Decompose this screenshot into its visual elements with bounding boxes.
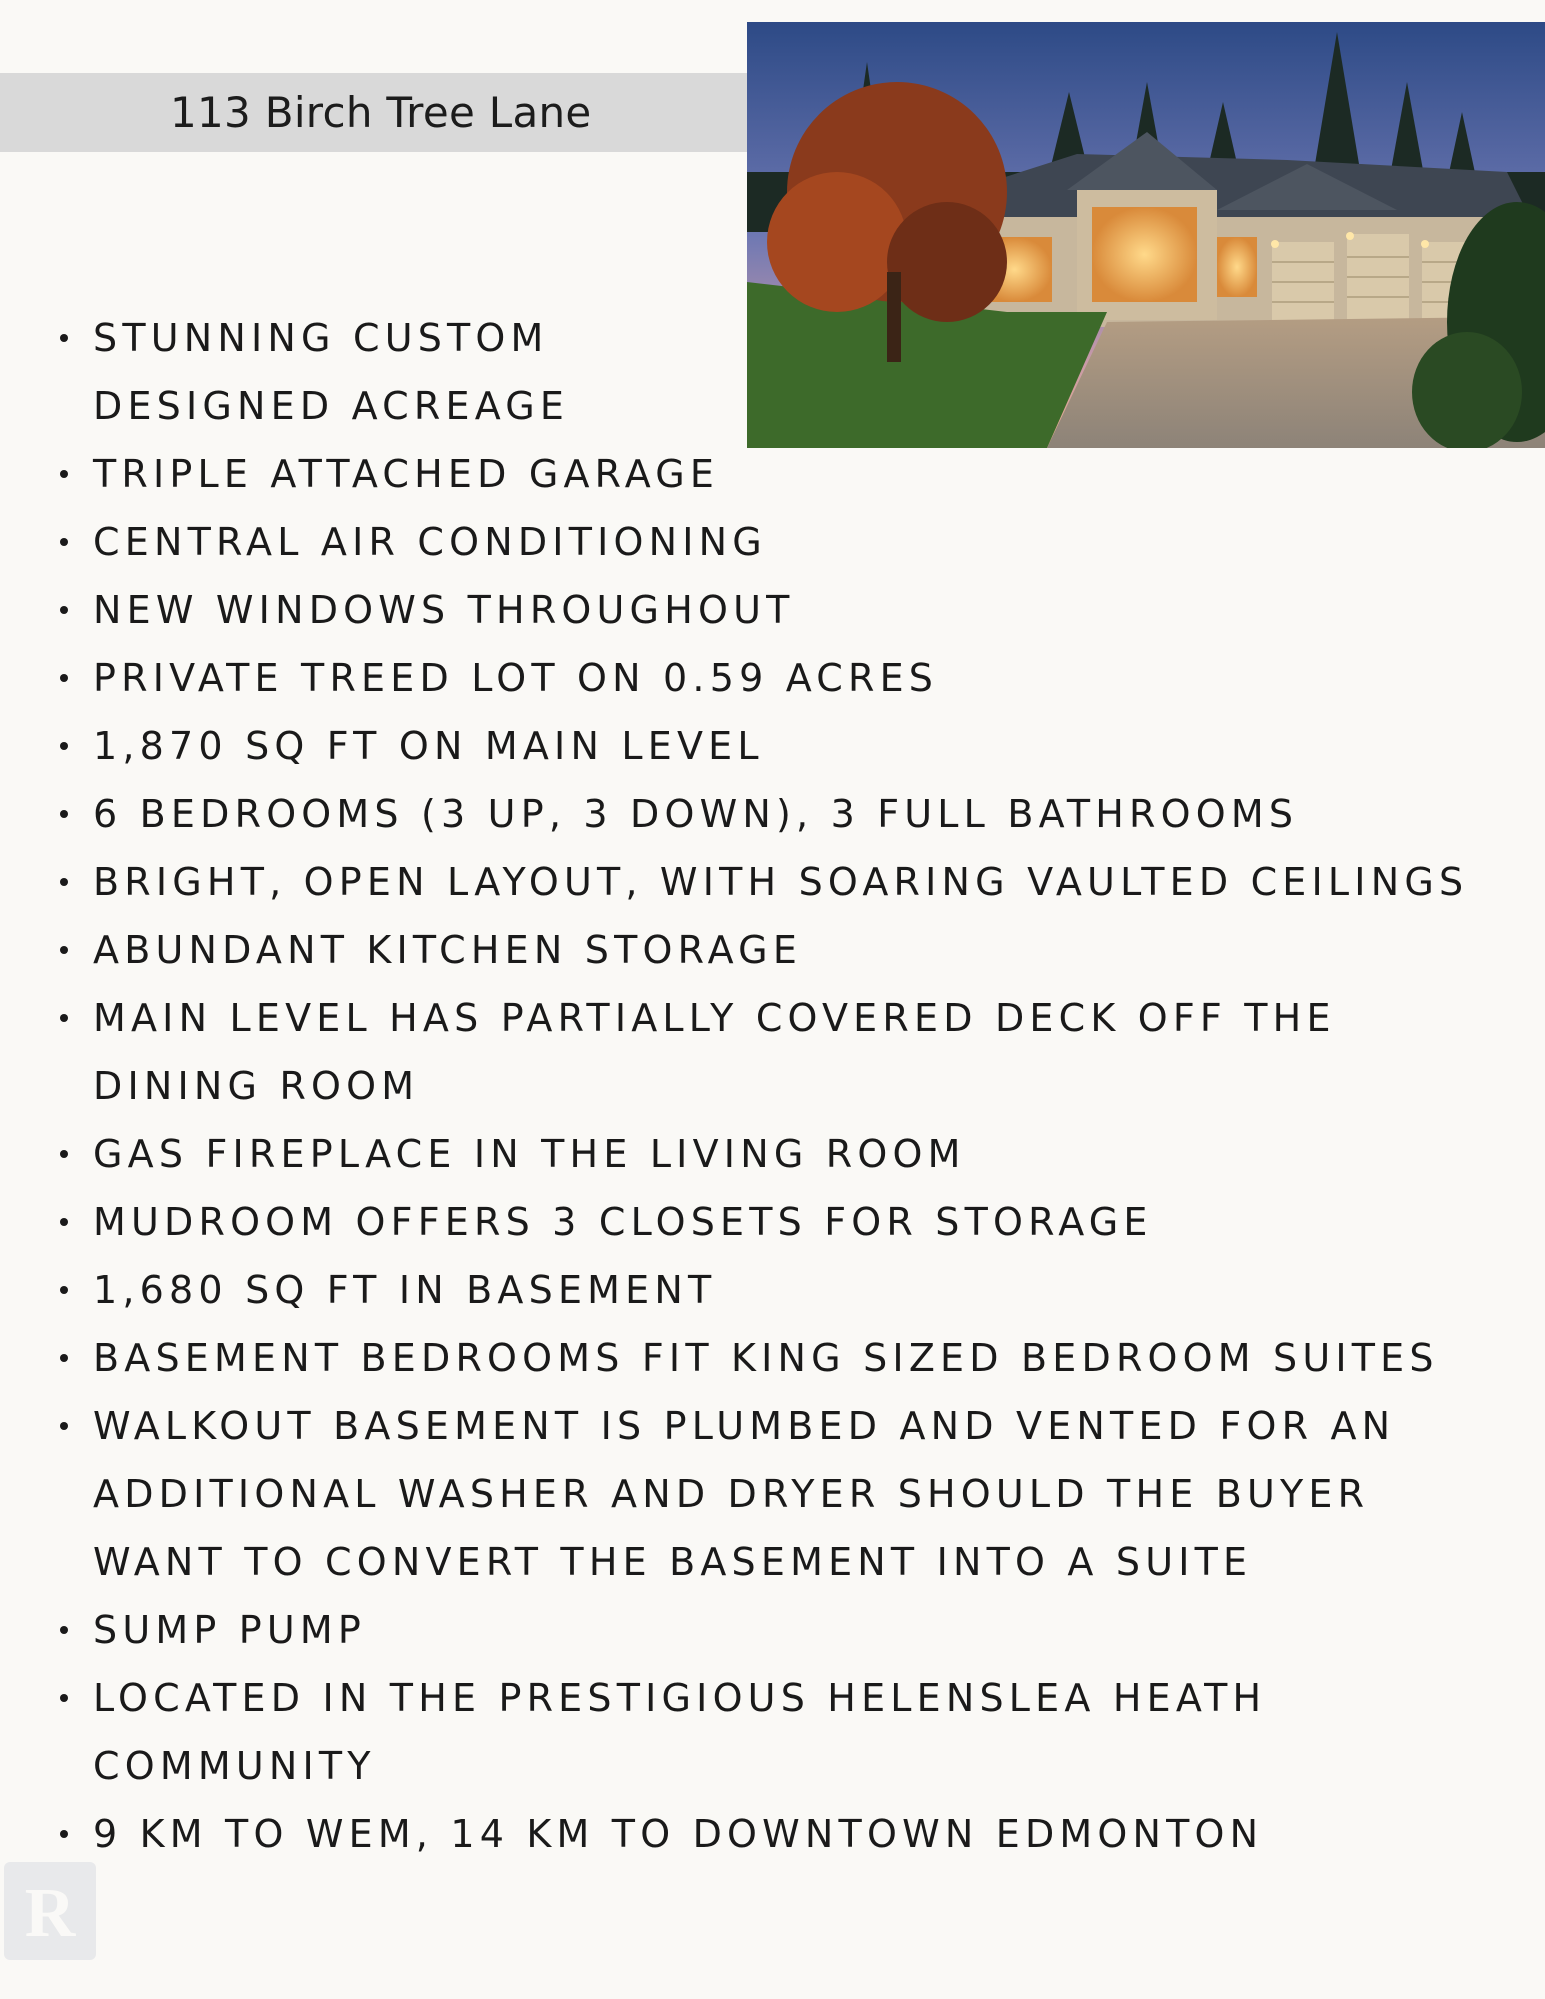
feature-line: DINING ROOM bbox=[93, 1064, 420, 1108]
feature-item bbox=[0, 1188, 1530, 1256]
feature-line: GAS FIREPLACE IN THE LIVING ROOM bbox=[93, 1132, 966, 1176]
bullet-icon bbox=[60, 470, 68, 478]
feature-line: LOCATED IN THE PRESTIGIOUS HELENSLEA HEATH bbox=[93, 1676, 1267, 1720]
bullet-icon bbox=[60, 538, 68, 546]
bullet-icon bbox=[60, 1354, 68, 1362]
feature-item bbox=[0, 984, 1530, 1120]
feature-item bbox=[0, 1256, 1530, 1324]
feature-item bbox=[0, 712, 1530, 780]
bullet-icon bbox=[60, 1218, 68, 1226]
feature-line: COMMUNITY bbox=[93, 1744, 376, 1788]
bullet-icon bbox=[60, 1422, 68, 1430]
feature-line: NEW WINDOWS THROUGHOUT bbox=[93, 588, 795, 632]
feature-item bbox=[0, 1664, 1530, 1800]
feature-line: DESIGNED ACREAGE bbox=[93, 384, 570, 428]
feature-line: MAIN LEVEL HAS PARTIALLY COVERED DECK OFF THE bbox=[93, 996, 1336, 1040]
page-title: 113 Birch Tree Lane bbox=[170, 88, 592, 137]
bullet-icon bbox=[60, 878, 68, 886]
bullet-icon bbox=[60, 1286, 68, 1294]
feature-item bbox=[0, 1392, 1530, 1596]
bullet-icon bbox=[60, 1014, 68, 1022]
feature-item bbox=[0, 1596, 1530, 1664]
feature-line: PRIVATE TREED LOT ON 0.59 ACRES bbox=[93, 656, 939, 700]
feature-item bbox=[0, 508, 1530, 576]
feature-line: BRIGHT, OPEN LAYOUT, WITH SOARING VAULTED CEILINGS bbox=[93, 860, 1469, 904]
feature-line: 1,680 SQ FT IN BASEMENT bbox=[93, 1268, 717, 1312]
feature-line: SUMP PUMP bbox=[93, 1608, 366, 1652]
feature-line: MUDROOM OFFERS 3 CLOSETS FOR STORAGE bbox=[93, 1200, 1153, 1244]
svg-text:R: R bbox=[24, 1875, 76, 1952]
feature-line: ABUNDANT KITCHEN STORAGE bbox=[93, 928, 803, 972]
bullet-icon bbox=[60, 1830, 68, 1838]
feature-item bbox=[0, 1324, 1530, 1392]
feature-item bbox=[0, 644, 1530, 712]
feature-line: STUNNING CUSTOM bbox=[93, 316, 549, 360]
bullet-icon bbox=[60, 742, 68, 750]
feature-line: WANT TO CONVERT THE BASEMENT INTO A SUITE bbox=[93, 1540, 1253, 1584]
bullet-icon bbox=[60, 674, 68, 682]
feature-item bbox=[0, 304, 1530, 440]
bullet-icon bbox=[60, 1694, 68, 1702]
realtor-logo-icon bbox=[0, 1858, 100, 1964]
feature-item bbox=[0, 1120, 1530, 1188]
feature-item bbox=[0, 916, 1530, 984]
feature-item bbox=[0, 576, 1530, 644]
feature-line: ADDITIONAL WASHER AND DRYER SHOULD THE BUYER bbox=[93, 1472, 1370, 1516]
feature-line: WALKOUT BASEMENT IS PLUMBED AND VENTED FOR AN bbox=[93, 1404, 1396, 1448]
bullet-icon bbox=[60, 1150, 68, 1158]
feature-item bbox=[0, 440, 1530, 508]
feature-item bbox=[0, 1800, 1530, 1868]
feature-line: 1,870 SQ FT ON MAIN LEVEL bbox=[93, 724, 764, 768]
bullet-icon bbox=[60, 1626, 68, 1634]
bullet-icon bbox=[60, 946, 68, 954]
feature-line: 6 BEDROOMS (3 UP, 3 DOWN), 3 FULL BATHROOMS bbox=[93, 792, 1299, 836]
feature-line: 9 KM TO WEM, 14 KM TO DOWNTOWN EDMONTON bbox=[93, 1812, 1264, 1856]
bullet-icon bbox=[60, 810, 68, 818]
feature-line: CENTRAL AIR CONDITIONING bbox=[93, 520, 767, 564]
bullet-icon bbox=[60, 334, 68, 342]
feature-line: TRIPLE ATTACHED GARAGE bbox=[93, 452, 720, 496]
feature-item bbox=[0, 780, 1530, 848]
feature-list bbox=[0, 304, 1530, 1868]
feature-item bbox=[0, 848, 1530, 916]
feature-line: BASEMENT BEDROOMS FIT KING SIZED BEDROOM SUITES bbox=[93, 1336, 1439, 1380]
bullet-icon bbox=[60, 606, 68, 614]
